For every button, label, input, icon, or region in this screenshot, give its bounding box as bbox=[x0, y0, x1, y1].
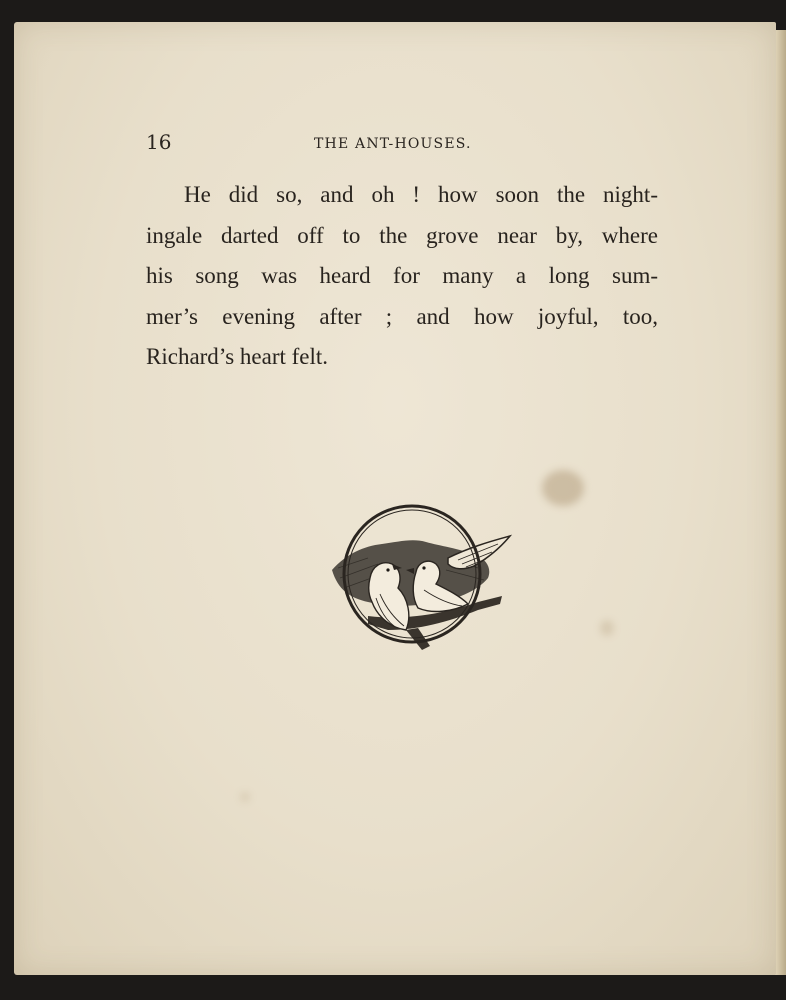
text-line: mer’s evening after ; and how joyful, too, bbox=[146, 303, 658, 329]
page-number: 16 bbox=[146, 130, 172, 154]
body-paragraph bbox=[146, 175, 658, 378]
text-line: his song was heard for many a long sum- bbox=[146, 263, 658, 288]
doves-vignette-illustration bbox=[328, 498, 514, 658]
text-line: Richard’s heart felt. bbox=[146, 344, 329, 369]
running-title: THE ANT-HOUSES. bbox=[314, 136, 472, 152]
foxing-stain bbox=[240, 792, 250, 802]
page-header bbox=[140, 130, 660, 160]
foxing-stain bbox=[600, 620, 614, 636]
text-line: ingale darted off to the grove near by, where bbox=[146, 222, 658, 248]
foxing-stain bbox=[542, 470, 584, 506]
text-line: He did so, and oh ! how soon the night- bbox=[184, 182, 658, 207]
